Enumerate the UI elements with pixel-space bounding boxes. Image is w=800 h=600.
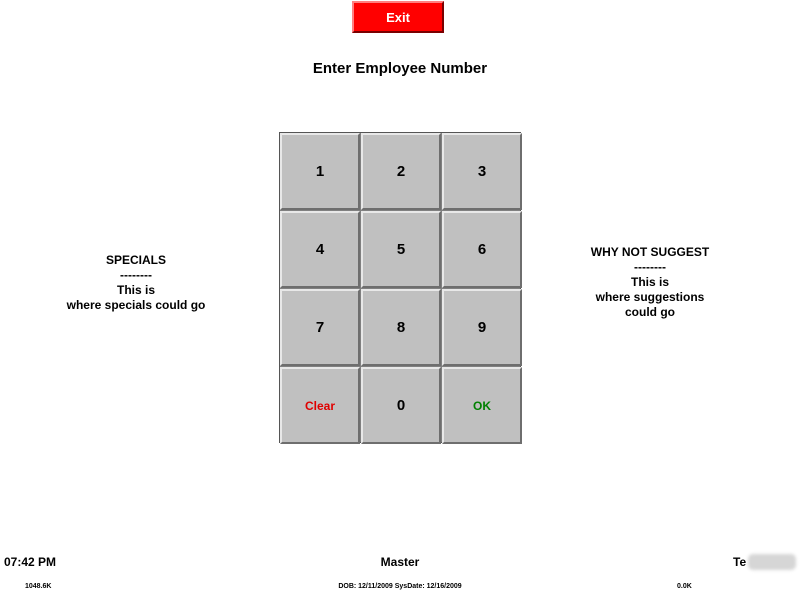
key-2[interactable]: 2 xyxy=(361,133,441,210)
suggest-text-line-1: This is xyxy=(630,275,669,289)
suggest-divider: -------- xyxy=(634,260,666,274)
specials-text-line-1: This is xyxy=(116,283,155,297)
key-4[interactable]: 4 xyxy=(280,211,360,288)
suggest-text-line-3: could go xyxy=(625,305,675,319)
page-title: Enter Employee Number xyxy=(312,60,488,77)
status-user: Master xyxy=(380,555,420,569)
ok-button[interactable]: OK xyxy=(442,367,522,444)
key-3[interactable]: 3 xyxy=(442,133,522,210)
suggest-heading: WHY NOT SUGGEST xyxy=(590,245,710,259)
footer-memory-right: 0.0K xyxy=(677,583,692,590)
key-8[interactable]: 8 xyxy=(361,289,441,366)
exit-button[interactable]: Exit xyxy=(352,1,444,33)
footer-memory-left: 1048.6K xyxy=(25,583,52,590)
suggest-panel xyxy=(560,245,740,320)
key-5[interactable]: 5 xyxy=(361,211,441,288)
footer-dates: DOB: 12/11/2009 SysDate: 12/16/2009 xyxy=(338,583,462,590)
status-terminal: Te xyxy=(733,555,747,569)
status-time: 07:42 PM xyxy=(4,555,57,569)
suggest-text-line-2: where suggestions xyxy=(595,290,705,304)
numeric-keypad xyxy=(279,132,521,443)
specials-text-line-2: where specials could go xyxy=(66,298,206,312)
specials-divider: -------- xyxy=(120,268,152,282)
specials-heading: SPECIALS xyxy=(105,253,166,267)
key-1[interactable]: 1 xyxy=(280,133,360,210)
key-9[interactable]: 9 xyxy=(442,289,522,366)
key-7[interactable]: 7 xyxy=(280,289,360,366)
specials-panel xyxy=(46,253,226,313)
clear-button[interactable]: Clear xyxy=(280,367,360,444)
redacted-terminal-name xyxy=(748,554,796,570)
key-6[interactable]: 6 xyxy=(442,211,522,288)
key-0[interactable]: 0 xyxy=(361,367,441,444)
